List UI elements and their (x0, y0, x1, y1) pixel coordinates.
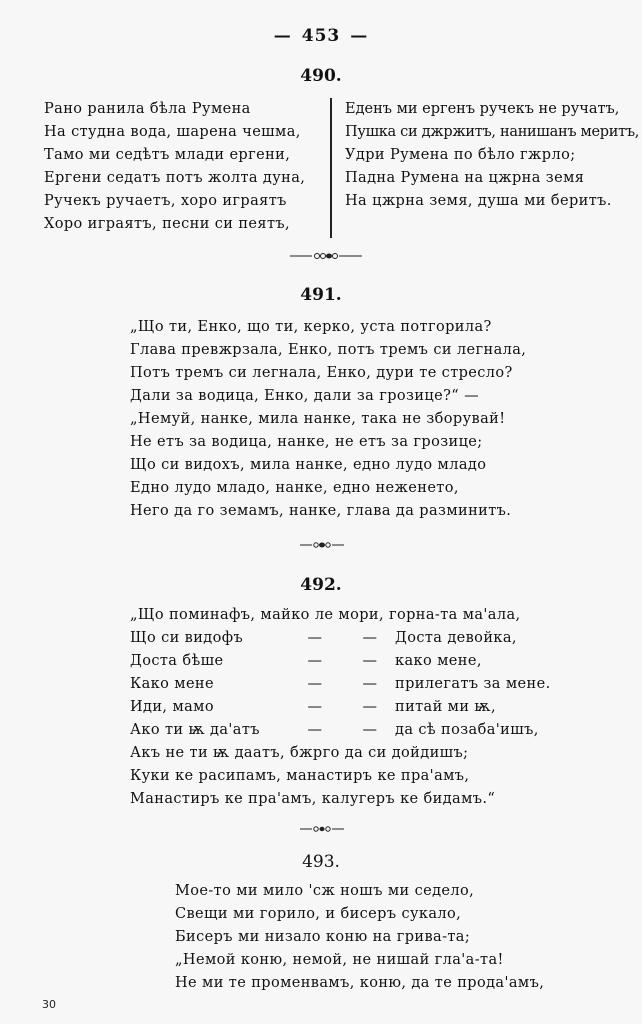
verse-line: „Немой коню, немой, не нишай гла'а-та! (175, 952, 504, 968)
verse-line: Тамо ми седѣтъ млади ергени, (44, 147, 291, 163)
verse-end: питай ми ѭ, (395, 699, 496, 715)
verse-line: Рано ранила бѣла Румена (44, 101, 251, 117)
verse-line: Глава превжрзала, Енко, потъ тремъ си легнала, (130, 342, 527, 358)
dash: — (362, 722, 378, 738)
verse-start: Иди, мамо (130, 699, 214, 715)
dash: — (307, 653, 323, 669)
dash: — (307, 699, 323, 715)
verse-line: Не ми те променвамъ, коню, да те прода'амъ, (175, 975, 545, 991)
column-divider (330, 98, 332, 238)
verse-line: Дали за водица, Енко, дали за грозице?“ — (130, 388, 480, 404)
dash: — (362, 630, 378, 646)
song-number-493: 493. (302, 852, 340, 872)
verse-line: Ергени седатъ потъ жолта дуна, (44, 170, 306, 186)
verse-line: Него да го земамъ, нанке, глава да разминитъ. (130, 503, 512, 519)
page-number-header (0, 26, 642, 46)
song-490-right-column (345, 98, 639, 213)
verse-start: Ако ти ѭ да'атъ (130, 722, 260, 738)
verse-line: Акъ не ти ѭ даатъ, бжрго да си дойдишъ; (130, 745, 469, 761)
verse-row (130, 650, 551, 673)
verse-line: Пушка си джржитъ, нанишанъ меритъ, (345, 124, 640, 140)
dash: — (307, 722, 323, 738)
ornament-divider (290, 252, 362, 260)
dash: — (307, 676, 323, 692)
verse-line: Ручекъ ручаетъ, хоро играятъ (44, 193, 287, 209)
verse-line: Свещи ми горило, и бисеръ сукало, (175, 906, 462, 922)
verse-line: Хоро играятъ, песни си пеятъ, (44, 216, 291, 232)
ornament-divider (300, 825, 344, 833)
verse-line: Манастиръ ке пра'амъ, калугеръ ке бидамъ.“ (130, 791, 496, 807)
verse-start: Що си видофъ (130, 630, 244, 646)
verse-line: На цжрна земя, душа ми беритъ. (345, 193, 612, 209)
song-493-text (175, 880, 544, 995)
song-number-492: 492. (300, 575, 342, 595)
dash: — (307, 630, 323, 646)
footer-scan-number: 30 (42, 998, 56, 1011)
verse-end: Доста девойка, (395, 630, 517, 646)
verse-end: прилегатъ за мене. (395, 676, 551, 692)
verse-start: Како мене (130, 676, 214, 692)
dash-right: — (350, 26, 369, 46)
dash: — (362, 699, 378, 715)
verse-line: Удри Румена по бѣло гжрло; (345, 147, 576, 163)
song-number-490: 490. (300, 66, 342, 86)
verse-line: Куки ке расипамъ, манастиръ ке пра'амъ, (130, 768, 470, 784)
verse-line: Бисеръ ми низало коню на грива-та; (175, 929, 471, 945)
verse-start: Доста бѣше (130, 653, 224, 669)
verse-end: да сѣ позаба'ишъ, (395, 722, 539, 738)
verse-line: Едно лудо младо, нанке, едно неженето, (130, 480, 459, 496)
verse-line: Мое-то ми мило 'сж ношъ ми седело, (175, 883, 475, 899)
verse-line: „Немуй, нанке, мила нанке, така не зборувай! (130, 411, 506, 427)
ornament-divider (300, 541, 344, 549)
song-492-text (130, 604, 551, 811)
dash: — (362, 676, 378, 692)
song-491-text (130, 316, 526, 523)
song-number-491: 491. (300, 285, 342, 305)
verse-end: како мене, (395, 653, 482, 669)
verse-line: „Що ти, Енко, що ти, керко, уста потгорила? (130, 319, 492, 335)
verse-row (130, 627, 551, 650)
verse-row (130, 696, 551, 719)
song-490-left-column (44, 98, 305, 236)
verse-line: Що си видохъ, мила нанке, едно лудо младо (130, 457, 487, 473)
verse-line: Потъ тремъ си легнала, Енко, дури те стресло? (130, 365, 513, 381)
verse-line: „Що поминафъ, майко ле мори, горна-та ма'ала, (130, 607, 521, 623)
verse-row (130, 719, 551, 742)
verse-row (130, 673, 551, 696)
dash: — (362, 653, 378, 669)
page-number: 453 (301, 26, 341, 46)
verse-line: На студна вода, шарена чешма, (44, 124, 301, 140)
verse-line: Еденъ ми ергенъ ручекъ не ручатъ, (345, 101, 620, 117)
dash-left: — (273, 26, 292, 46)
verse-line: Не етъ за водица, нанке, не етъ за грозице; (130, 434, 483, 450)
verse-line: Падна Румена на цжрна земя (345, 170, 585, 186)
